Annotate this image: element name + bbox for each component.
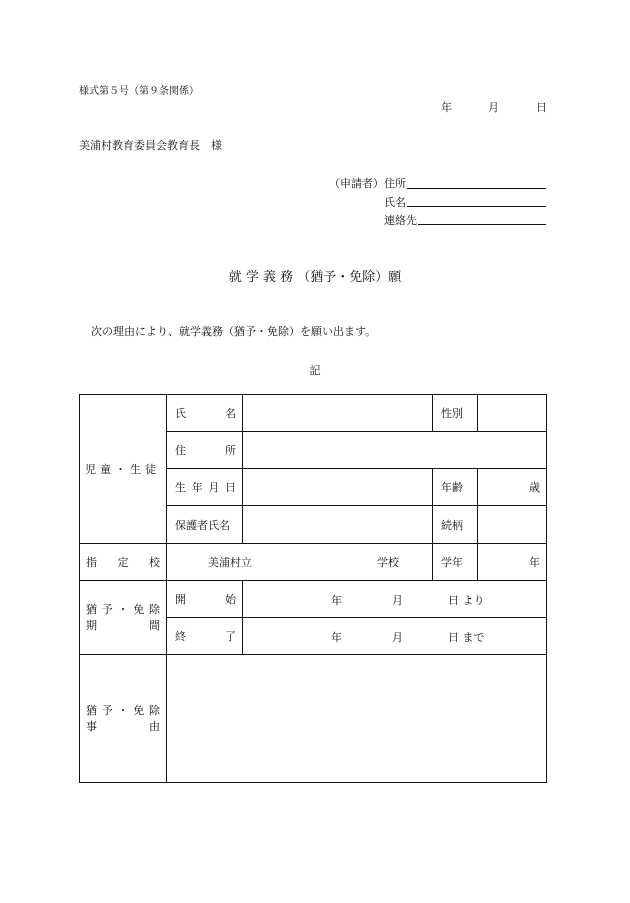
school-prefix: 美浦村立	[208, 556, 252, 569]
address-label-cell: 住 所	[167, 432, 243, 469]
applicant-address-label: 住所	[384, 177, 406, 190]
school-suffix: 学校	[377, 556, 399, 569]
end-date-input[interactable]	[243, 618, 547, 655]
period-header-cell	[80, 581, 167, 655]
reason-header-line1: 猶 予 ・ 免 除	[86, 703, 160, 717]
reason-input[interactable]	[167, 655, 547, 783]
reason-header-line2: 事 由	[86, 719, 160, 733]
grade-input[interactable]	[478, 544, 547, 581]
addressee: 美浦村教育委員会教育長 様	[79, 139, 222, 152]
document-title: 就 学 義 務 （猶予・免除）願	[228, 270, 402, 285]
age-label-cell	[433, 469, 478, 506]
end-month: 月	[392, 631, 403, 644]
guardian-label: 保護者氏名	[175, 518, 230, 532]
applicant-name-line[interactable]	[407, 206, 546, 207]
form-number: 様式第５号（第９条関係）	[79, 86, 199, 97]
relation-input[interactable]	[478, 506, 547, 544]
sex-label: 性別	[441, 407, 463, 420]
period-header-line2: 期 間	[86, 618, 160, 632]
ki-mark: 記	[309, 364, 321, 377]
applicant-address-line[interactable]	[407, 188, 546, 189]
end-label-cell: 終 了	[167, 618, 243, 655]
start-label-cell: 開 始	[167, 581, 243, 618]
school-header-cell: 指 定 校	[80, 544, 167, 581]
sex-input[interactable]	[478, 395, 547, 432]
date-month: 月	[488, 101, 499, 114]
age-input[interactable]	[478, 469, 547, 506]
sex-label-cell	[433, 395, 478, 432]
date-year: 年	[441, 101, 452, 114]
end-year: 年	[331, 631, 342, 644]
applicant-contact-label: 連絡先	[384, 214, 417, 227]
relation-label: 続柄	[441, 518, 463, 532]
birth-label-cell: 生 年 月 日	[167, 469, 243, 506]
applicant-name-label: 氏名	[384, 196, 406, 209]
end-day: 日 まで	[448, 631, 485, 644]
guardian-label-cell	[167, 506, 243, 544]
start-year: 年	[331, 594, 342, 607]
birth-input[interactable]	[243, 469, 433, 506]
applicant-label: （申請者）	[329, 177, 384, 190]
name-label-cell: 氏 名	[167, 395, 243, 432]
start-day: 日 より	[448, 594, 485, 607]
grade-unit: 年	[529, 556, 540, 569]
age-unit: 歳	[529, 481, 540, 494]
grade-label: 学年	[441, 556, 463, 569]
name-input[interactable]	[243, 395, 433, 432]
relation-label-cell	[433, 506, 478, 544]
student-header-cell	[80, 395, 167, 544]
period-header-line1: 猶 予 ・ 免 除	[86, 602, 160, 616]
start-month: 月	[392, 594, 403, 607]
applicant-contact-line[interactable]	[418, 224, 546, 225]
reason-header-cell	[80, 655, 167, 783]
address-input[interactable]	[243, 432, 547, 469]
start-date-input[interactable]	[243, 581, 547, 618]
school-input[interactable]	[167, 544, 433, 581]
student-header: 児童・生徒	[85, 463, 160, 476]
guardian-input[interactable]	[243, 506, 433, 544]
age-label: 年齢	[441, 481, 463, 494]
application-table	[79, 394, 547, 783]
date-day: 日	[536, 101, 547, 114]
grade-label-cell	[433, 544, 478, 581]
intro-text: 次の理由により、就学義務（猶予・免除）を願い出ます。	[91, 325, 377, 338]
